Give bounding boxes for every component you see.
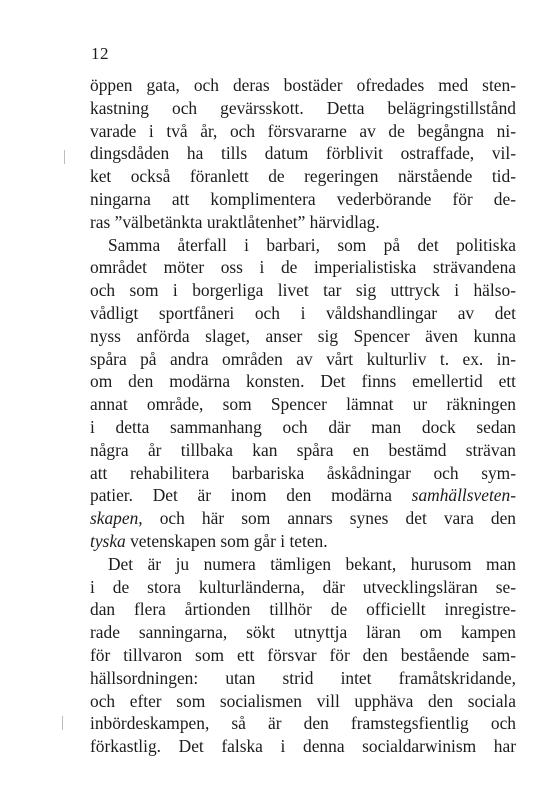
text-line: ras ”välbetänkta uraktlåtenhet” härvidlag. <box>90 211 380 232</box>
text-line: området möter oss i de imperialistiska strävandena <box>90 257 516 278</box>
text-line: rade sanningarna, sökt utnyttja läran om kampen <box>90 622 516 643</box>
text-line: ningarna att komplimentera vederbörande för de- <box>90 188 516 209</box>
text-line: varade i två år, och försvararne av de begångna ni- <box>90 120 516 141</box>
text-line: dingsdåden ha tills datum förblivit ostraffade, vil- <box>90 143 516 164</box>
text-line: om den modärna konsten. Det finns emellertid ett <box>90 371 516 392</box>
text-line: annat område, som Spencer lämnat ur räkningen <box>90 394 516 415</box>
text-line: vådligt sportfåneri och i våldshandlingar av det <box>90 302 516 323</box>
paragraph-first-line: Samma återfall i barbari, som på det politiska <box>108 234 516 255</box>
text-line: att rehabilitera barbariska åskådningar och sym- <box>90 462 516 483</box>
text-line-with-italic <box>90 484 516 507</box>
text-line: hällsordningen: utan strid intet framåtskridande, <box>90 667 516 688</box>
text-line: inbördeskampen, så är den framstegsfientlig och <box>90 713 516 734</box>
italic-term: samhällsveten- <box>411 485 516 506</box>
text-segment: vetenskapen som går i teten. <box>125 530 328 551</box>
text-line: och efter som socialismen vill upphäva den sociala <box>90 690 516 711</box>
text-line: öppen gata, och deras bostäder ofredades med sten- <box>90 75 516 95</box>
text-segment: och här som annars synes det vara den <box>142 508 516 529</box>
margin-mark <box>64 150 65 164</box>
text-line: och som i borgerliga livet tar sig uttryck i hälso- <box>90 280 516 301</box>
text-line: nyss anförda slaget, anser sig Spencer även kunna <box>90 325 516 346</box>
text-line: ket också föranlett de regeringen närstående tid- <box>90 166 516 187</box>
body-text <box>90 74 516 758</box>
italic-term: skapen, <box>90 508 143 529</box>
text-line-with-italic <box>90 530 516 553</box>
text-segment: patier. Det är inom den modärna <box>90 485 412 506</box>
text-line: i detta sammanhang och där man dock sedan <box>90 416 516 437</box>
paragraph-first-line: Det är ju numera tämligen bekant, hurusom man <box>108 553 516 574</box>
text-line: dan flera årtionden tillhör de officiellt inregistre- <box>90 599 516 620</box>
text-line-with-italic <box>90 507 516 530</box>
text-line: några år tillbaka kan spåra en bestämd strävan <box>90 439 516 460</box>
text-line: för tillvaron som ett försvar för den bestående sam- <box>90 644 516 665</box>
text-line: i de stora kulturländerna, där utvecklingsläran se- <box>90 576 516 597</box>
text-line: kastning och gevärsskott. Detta belägringstillstånd <box>90 97 516 118</box>
page-number: 12 <box>91 44 109 63</box>
text-line: förkastlig. Det falska i denna socialdarwinism har <box>90 736 516 757</box>
text-line: spåra på andra områden av vårt kulturliv t. ex. in- <box>90 348 516 369</box>
margin-mark <box>62 716 63 730</box>
italic-term: tyska <box>90 530 126 551</box>
